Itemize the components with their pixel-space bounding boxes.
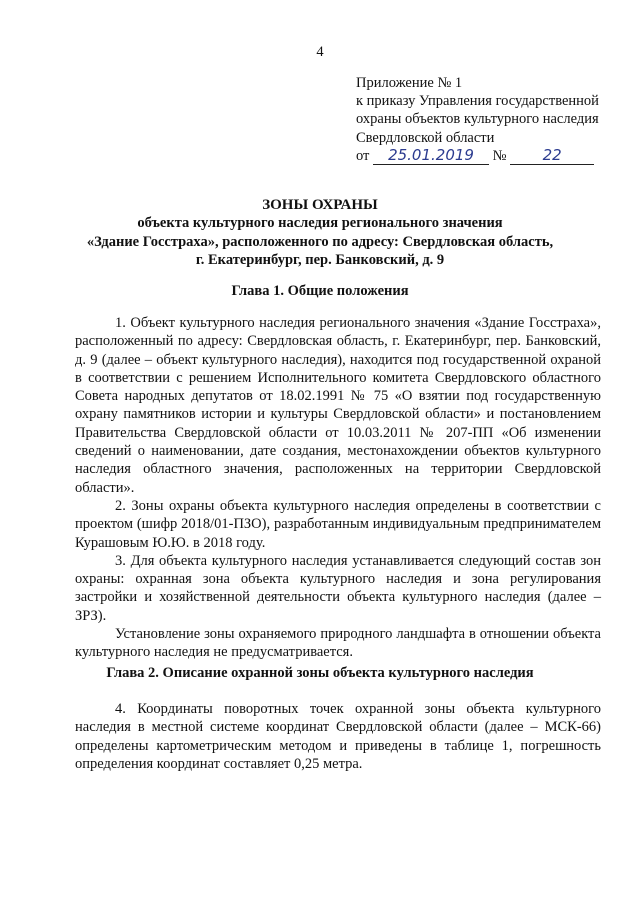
annex-date-line bbox=[356, 147, 626, 165]
handwritten-date: 25.01.2019 bbox=[373, 148, 489, 165]
paragraph-3: 3. Для объекта культурного наследия устанавливается следующий состав зон охраны: охранная зона объекта культурного наследия и зона регулирования застройки и хозяйственной деятельности объекта культурного наследия (далее – ЗРЗ). bbox=[75, 552, 601, 624]
annex-line: к приказу Управления государственной bbox=[356, 93, 599, 110]
paragraph-1: 1. Объект культурного наследия регионального значения «Здание Госстраха», расположенный по адресу: Свердловская область, г. Екатеринбург, пер. Банковский, д. 9 (далее – объект культурного наследия), находится под государственной охраной в соответствии с решением Исполнительного комитета Свердловского областного Совета народных депутатов от 18.02.1991 № 75 «О взятии под государственную охрану памятников истории и культуры Свердловской области» и постановлением Правительства Свердловской области от 10.03.2011 № 207-ПП «Об изменении сведений о наименовании, дате создания, местонахождении объектов культурного наследия областного значения, расположенных на территории Свердловской области». bbox=[75, 315, 601, 496]
number-label: № bbox=[492, 147, 507, 164]
paragraph-2: 2. Зоны охраны объекта культурного наследия определены в соответствии с проектом (шифр 2018/01-ПЗО), разработанным индивидуальным предпринимателем Курашовым Ю.Ю. в 2018 году. bbox=[75, 497, 601, 551]
chapter-1-heading: Глава 1. Общие положения bbox=[231, 283, 409, 299]
subtitle-line: «Здание Госстраха», расположенного по адресу: Свердловская область, bbox=[86, 233, 554, 250]
handwritten-number: 22 bbox=[510, 148, 594, 165]
chapter-1-body bbox=[75, 314, 601, 662]
page-number: 4 bbox=[316, 44, 324, 60]
chapter-2-heading: Глава 2. Описание охранной зоны объекта культурного наследия bbox=[106, 665, 534, 681]
annex-block bbox=[356, 74, 626, 165]
subtitle-line: г. Екатеринбург, пер. Банковский, д. 9 bbox=[195, 252, 445, 268]
from-label: от bbox=[356, 147, 370, 164]
paragraph-4: 4. Координаты поворотных точек охранной зоны объекта культурного наследия в местной системе координат Свердловской области (далее – МСК-66) определены картометрическим методом и приведены в таблице 1, погрешность определения координат составляет 0,25 метра. bbox=[75, 701, 601, 772]
subtitle-line: объекта культурного наследия регионального значения bbox=[137, 215, 503, 231]
document-subtitle bbox=[40, 214, 600, 270]
document-title: ЗОНЫ ОХРАНЫ bbox=[262, 197, 378, 213]
annex-line: Свердловской области bbox=[356, 129, 495, 146]
paragraph-landscape: Установление зоны охраняемого природного ландшафта в отношении объекта культурного наследия не предусматривается. bbox=[75, 626, 601, 661]
annex-line: Приложение № 1 bbox=[356, 75, 463, 91]
annex-line: охраны объектов культурного наследия bbox=[356, 111, 599, 128]
chapter-2-body bbox=[75, 700, 601, 773]
